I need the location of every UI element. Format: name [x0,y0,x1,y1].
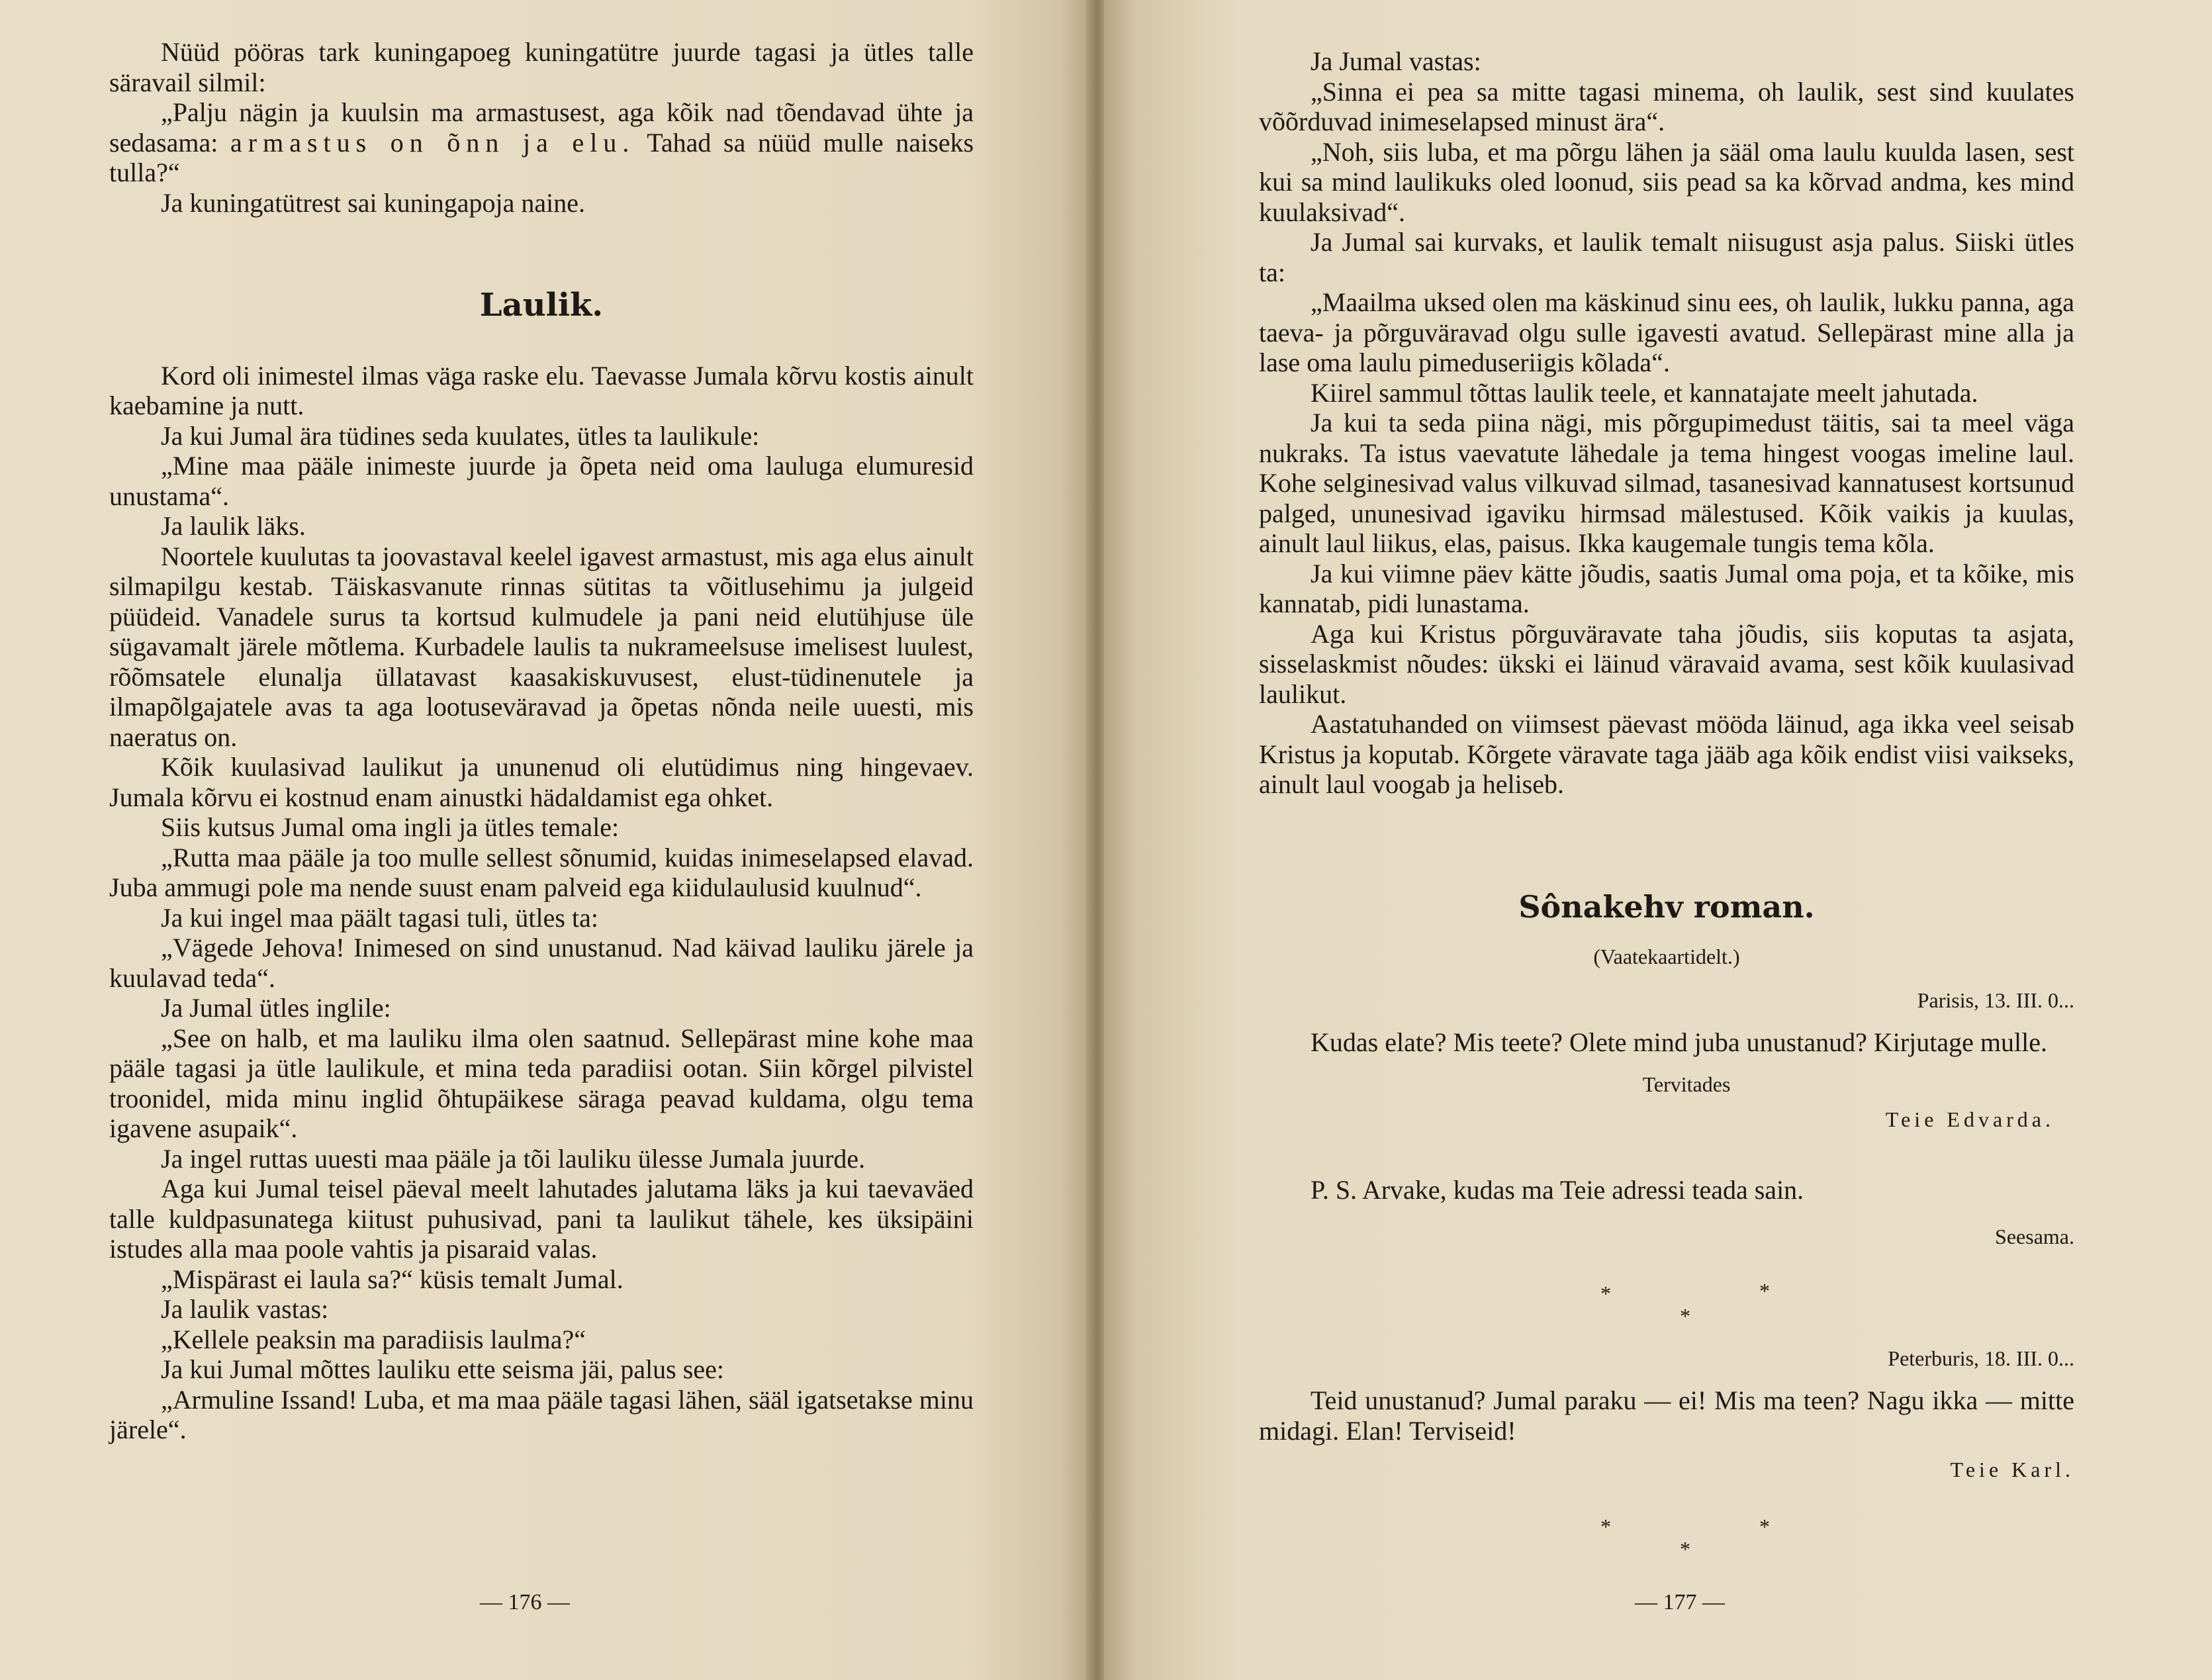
story-title: Laulik. [479,287,604,324]
letter-text: Teid unustanud? Jumal paraku — ei! Mis ma teen? Nagu ikka — mitte midagi. Elan! Terviseid! [1259,1385,2074,1446]
paragraph: „Maailma uksed olen ma käskinud sinu ees, oh laulik, lukku panna, aga taeva- ja põrguväravad olgu sulle igavesti avatud. Sellepärast mine alla ja lase oma laulu pimeduseriigis kõlada“. [1259,287,2074,377]
spaced-emphasis: armastus on õnn ja elu. [230,127,635,158]
letter-greeting: Tervitades [1642,1072,1731,1096]
paragraph: „Mispärast ei laula sa?“ küsis temalt Jumal. [161,1264,623,1294]
paragraph: Ja kui Jumal mõttes lauliku ette seisma jäi, palus see: [161,1354,724,1384]
paragraph: Ja Jumal sai kurvaks, et laulik temalt niisugust asja palus. Siiski ütles ta: [1259,227,2074,287]
paragraph: Ja kui Jumal ära tüdines seda kuulates, ütles ta laulikule: [161,420,760,451]
star: * [1759,1278,1770,1303]
story-title: Sônakehv roman. [1518,888,1815,925]
paragraph: „Noh, siis luba, et ma põrgu lähen ja sääl oma laulu kuulda lasen, sest kui sa mind laulikuks oled loonud, siis pead sa ka kõrvad andma, kes mind kuulaksivad“. [1259,136,2074,227]
text-run: „Palju nägin ja kuulsin ma armastusest, aga kõik nad tõendavad ühte ja sedasama: [109,97,974,158]
page-number: — 176 — [480,1590,570,1614]
paragraph: „Kellele peaksin ma paradiisis laulma?“ [161,1324,586,1354]
paragraph: „Armuline Issand! Luba, et ma maa pääle tagasi lähen, sääl igatsetakse minu järele“. [109,1384,974,1444]
star: * [1680,1536,1690,1561]
paragraph: Ja kui viimne päev kätte jõudis, saatis Jumal oma poja, et ta kõike, mis kannatab, pidi lunastama. [1259,558,2074,618]
paragraph: Ja ingel ruttas uuesti maa pääle ja tõi lauliku ülesse Jumala juurde. [161,1143,866,1174]
section-stars [1259,1279,2074,1338]
star: * [1600,1514,1611,1538]
paragraph: Noortele kuulutas ta joovastaval keelel igavest armastust, mis aga elus ainult silmapilgu kestab. Täiskasvanute rinnas sütitas ta võitlusehimu ja julgeid püüdeid. Vanadele surus ta kortsud kulmudele ja pani neid elutühjuse üle sügavamalt järele mõtlema. Kurbadele laulis ta nukrameelsuse imelisest luulest, rõõmsatele elunalja üllatavast kaasakiskuvusest, elust-tüdinenutele ja ilmapõlgajatele avas ta aga lootuseväravad ja õpetas nõnda neile uuesti, mis naeratus on. [109,541,974,752]
text-run: Tahad sa nüüd mulle naiseks tulla?“ [109,127,974,187]
paragraph: Nüüd pööras tark kuningapoeg kuningatütre juurde tagasi ja ütles talle säravail silmil: [109,37,974,97]
paragraph: „Sinna ei pea sa mitte tagasi minema, oh laulik, sest sind kuulates võõrduvad inimeselapsed minust ära“. [1259,76,2074,136]
letter-place-date: Peterburis, 18. III. 0... [1888,1346,2074,1370]
paragraph: Ja laulik vastas: [161,1294,329,1324]
paragraph [109,97,974,188]
star: * [1600,1281,1611,1305]
paragraph: Siis kutsus Jumal oma ingli ja ütles temale: [161,812,620,842]
paragraph: Aga kui Jumal teisel päeval meelt lahutades jalutama läks ja kui taevaväed talle kuldpasunatega kiitust puhusivad, pani ta laulikut tähele, kes üksipäini istudes alla maa poole vahtis ja pisaraid valas. [109,1174,974,1264]
section-stars [1259,1512,2074,1571]
postscript: P. S. Arvake, kudas ma Teie adressi teada sain. [1311,1174,1804,1205]
paragraph: Aga kui Kristus põrguväravate taha jõudis, siis koputas ta asjata, sisselaskmist nõudes: ükski ei läinud väravaid avama, sest kõik kuulasivad laulikut. [1259,618,2074,709]
paragraph: „Vägede Jehova! Inimesed on sind unustanud. Nad käivad lauliku järele ja kuulavad teda“. [109,933,974,993]
paragraph: Ja kui ingel maa päält tagasi tuli, ütles ta: [161,902,598,933]
paragraph: Ja Jumal ütles inglile: [161,993,391,1023]
story-subtitle: (Vaatekaartidelt.) [1593,945,1740,968]
paragraph: „Rutta maa pääle ja too mulle sellest sõnumid, kuidas inimeselapsed elavad. Juba ammugi pole ma nende suust enam palveid ega kiidulaulusid kuulnud“. [109,842,974,902]
paragraph: Kiirel sammul tõttas laulik teele, et kannatajate meelt jahutada. [1311,377,1978,408]
right-page-text [1259,46,2074,1571]
page-number: — 177 — [1635,1590,1725,1614]
paragraph: „See on halb, et ma lauliku ilma olen saatnud. Sellepärast mine kohe maa pääle tagasi ja ütle laulikule, et mina teda paradiisi ootan. Siin kõrgel pilvistel troonidel, mida minu inglid õhtupäikese säraga peavad kuldama, olgu tema igavene asupaik“. [109,1023,974,1143]
letter-signature: Teie Edvarda. [1885,1107,2054,1131]
paragraph: „Mine maa pääle inimeste juurde ja õpeta neid oma lauluga elumuresid unustama“. [109,451,974,511]
left-page [0,0,1091,1680]
paragraph: Aastatuhanded on viimsest päevast mööda läinud, aga ikka veel seisab Kristus ja koputab. Kõrgete väravate taga jääb aga kõik endist viisi vaikseks, ainult laul voogab ja heliseb. [1259,709,2074,799]
signature-text: Teie Karl. [1950,1458,2074,1481]
letter-place-date: Parisis, 13. III. 0... [1917,988,2074,1012]
letter-text: Kudas elate? Mis teete? Olete mind juba unustanud? Kirjutage mulle. [1311,1027,2047,1057]
postscript-signature: Seesama. [1995,1225,2074,1248]
star: * [1759,1514,1770,1538]
paragraph: Kõik kuulasivad laulikut ja ununenud oli elutüdimus ning hingevaev. Jumala kõrvu ei kostnud enam ainustki hädaldamist ega ohket. [109,752,974,812]
star: * [1680,1303,1690,1328]
paragraph: Ja kui ta seda piina nägi, mis põrgupimedust täitis, sai ta meel väga nukraks. Ta istus vaevatute lähedale ja tema hingest voogas imeline laul. Kohe selginesivad valus vilkuvad silmad, tasanesivad kannatusest kortsunud palged, ununesivad igaviku hirmsad mälestused. Kõik vaikis ja kuulas, ainult laul liikus, elas, paisus. Ikka kaugemale tungis tema kõla. [1259,408,2074,558]
paragraph: Ja laulik läks. [161,511,306,541]
letter-signature [1259,1455,2074,1485]
paragraph: Ja Jumal vastas: [1311,46,1481,76]
left-page-text [109,37,974,1445]
paragraph: Kord oli inimestel ilmas väga raske elu. Taevasse Jumala kõrvu kostis ainult kaebamine ja nutt. [109,360,974,420]
paragraph: Ja kuningatütrest sai kuningapoja naine. [161,187,585,218]
